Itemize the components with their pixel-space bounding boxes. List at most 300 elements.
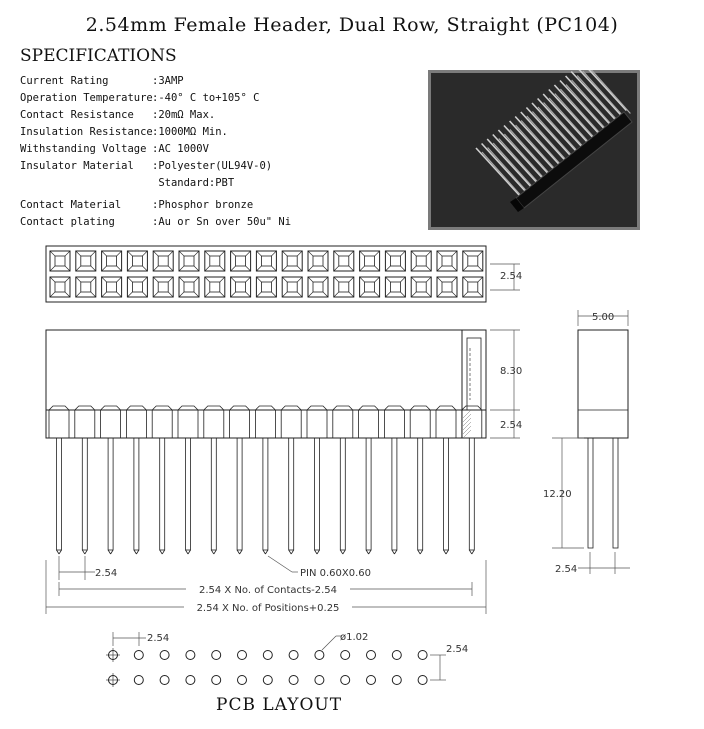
pin-tip xyxy=(366,550,369,554)
socket-inner xyxy=(365,256,375,266)
pcb-hole xyxy=(186,676,195,685)
socket-bevel xyxy=(282,292,287,297)
socket-bevel xyxy=(153,251,158,256)
socket-bevel xyxy=(375,277,380,282)
socket-bevel xyxy=(323,266,328,271)
pin xyxy=(469,438,474,550)
base-notch xyxy=(178,406,198,438)
pin xyxy=(108,438,113,550)
base-notch xyxy=(255,406,275,438)
dim-contacts: 2.54 X No. of Contacts-2.54 xyxy=(198,585,338,596)
dim-body-height: 8.30 xyxy=(500,366,523,377)
socket-bevel xyxy=(411,292,416,297)
base-notch xyxy=(101,406,121,438)
socket-bevel xyxy=(142,292,147,297)
socket-bevel xyxy=(168,277,173,282)
socket-bevel xyxy=(50,292,55,297)
socket-bevel xyxy=(349,266,354,271)
socket-bevel xyxy=(334,292,339,297)
socket-bevel xyxy=(437,266,442,271)
socket-inner xyxy=(468,282,478,292)
socket-inner xyxy=(339,256,349,266)
pcb-hole xyxy=(418,676,427,685)
socket-bevel xyxy=(153,277,158,282)
socket-bevel xyxy=(282,266,287,271)
socket-inner xyxy=(442,256,452,266)
hatch xyxy=(463,410,471,418)
dim-top-pitch: 2.54 xyxy=(500,271,523,282)
top-view xyxy=(46,246,486,302)
socket-inner xyxy=(81,256,91,266)
socket-bevel xyxy=(400,277,405,282)
spec-key: Contact Resistance xyxy=(20,109,134,121)
pin-tip xyxy=(136,550,139,554)
pin-tip xyxy=(265,550,268,554)
spec-key: Contact Material xyxy=(20,199,122,211)
pin-tip xyxy=(394,550,397,554)
socket-bevel xyxy=(385,292,390,297)
top-view-outline xyxy=(46,246,486,302)
socket-bevel xyxy=(65,292,70,297)
pcb-hole xyxy=(315,651,324,660)
pin-tip xyxy=(188,550,191,554)
dim-side-pin-pitch: 2.54 xyxy=(555,564,578,575)
socket-bevel xyxy=(297,266,302,271)
socket-bevel xyxy=(375,251,380,256)
socket-bevel xyxy=(76,266,81,271)
socket-bevel xyxy=(102,277,107,282)
spec-value: 1000MΩ Min. xyxy=(158,126,228,138)
pin-tip xyxy=(291,550,294,554)
socket-bevel xyxy=(127,292,132,297)
pcb-hole xyxy=(263,676,272,685)
socket-bevel xyxy=(50,277,55,282)
socket-bevel xyxy=(91,266,96,271)
pcb-hole xyxy=(367,676,376,685)
base-notch xyxy=(307,406,327,438)
body-outline xyxy=(46,330,486,410)
socket-bevel xyxy=(91,251,96,256)
socket-bevel xyxy=(117,251,122,256)
socket-bevel xyxy=(385,277,390,282)
pcb-hole xyxy=(418,651,427,660)
socket-bevel xyxy=(50,251,55,256)
socket-bevel xyxy=(297,251,302,256)
side-view xyxy=(578,330,628,548)
socket-bevel xyxy=(437,277,442,282)
dim-positions: 2.54 X No. of Positions+0.25 xyxy=(196,603,340,614)
pcb-hole xyxy=(392,651,401,660)
socket-bevel xyxy=(194,277,199,282)
pin xyxy=(366,438,371,550)
pin-tip xyxy=(160,550,163,554)
socket-bevel xyxy=(246,292,251,297)
spec-sep: : xyxy=(152,216,159,228)
socket-bevel xyxy=(360,292,365,297)
dim-pcb-row-pitch: 2.54 xyxy=(446,644,469,655)
socket-bevel xyxy=(142,266,147,271)
socket-bevel xyxy=(231,251,236,256)
socket-bevel xyxy=(194,266,199,271)
socket-bevel xyxy=(297,292,302,297)
pin xyxy=(444,438,449,550)
socket-bevel xyxy=(205,277,210,282)
socket-bevel xyxy=(426,277,431,282)
socket-bevel xyxy=(400,251,405,256)
hatch xyxy=(463,426,471,434)
hatch xyxy=(463,422,471,430)
pin xyxy=(340,438,345,550)
socket-bevel xyxy=(375,266,380,271)
pcb-hole xyxy=(341,676,350,685)
socket-bevel xyxy=(478,277,483,282)
pcb-hole xyxy=(238,676,247,685)
socket-bevel xyxy=(334,277,339,282)
pin xyxy=(289,438,294,550)
pcb-hole xyxy=(392,676,401,685)
socket-bevel xyxy=(168,251,173,256)
pin xyxy=(82,438,87,550)
socket-bevel xyxy=(323,292,328,297)
socket-bevel xyxy=(231,292,236,297)
pin-tip xyxy=(57,550,60,554)
socket-bevel xyxy=(220,266,225,271)
socket-inner xyxy=(81,282,91,292)
pin-tip xyxy=(317,550,320,554)
socket-bevel xyxy=(452,251,457,256)
pcb-hole xyxy=(160,676,169,685)
socket-inner xyxy=(55,256,65,266)
socket-bevel xyxy=(334,251,339,256)
dim-hole-dia: ø1.02 xyxy=(340,632,369,643)
spec-value: AC 1000V xyxy=(158,143,209,155)
socket-inner xyxy=(416,282,426,292)
socket-inner xyxy=(442,282,452,292)
dim-line xyxy=(268,556,292,572)
socket-bevel xyxy=(308,292,313,297)
socket-bevel xyxy=(411,277,416,282)
spec-key: Insulation Resistance xyxy=(20,126,153,138)
socket-bevel xyxy=(308,266,313,271)
pin xyxy=(186,438,191,550)
socket-bevel xyxy=(231,266,236,271)
socket-bevel xyxy=(297,277,302,282)
base-notch xyxy=(462,406,482,438)
spec-sep: : xyxy=(152,126,159,138)
pin-tip xyxy=(211,550,214,554)
pin xyxy=(263,438,268,550)
socket-inner xyxy=(55,282,65,292)
pin-tip xyxy=(263,550,266,554)
base-notch xyxy=(75,406,95,438)
spec-sep: : xyxy=(152,160,159,172)
socket-bevel xyxy=(463,277,468,282)
socket-bevel xyxy=(426,292,431,297)
pin-tip xyxy=(162,550,165,554)
pin-tip xyxy=(369,550,372,554)
side-pin xyxy=(613,438,618,548)
pin-tip xyxy=(82,550,85,554)
hatch xyxy=(463,414,471,422)
socket-bevel xyxy=(65,277,70,282)
socket-bevel xyxy=(323,277,328,282)
socket-bevel xyxy=(256,251,261,256)
section-contact xyxy=(467,338,481,410)
spec-value: Standard:PBT xyxy=(158,177,235,189)
spec-key: Contact plating xyxy=(20,216,115,228)
socket-inner xyxy=(313,282,323,292)
pcb-hole xyxy=(160,651,169,660)
dim-pin-length: 12.20 xyxy=(543,489,572,500)
socket-bevel xyxy=(65,266,70,271)
pcb-hole xyxy=(212,676,221,685)
socket-bevel xyxy=(168,266,173,271)
side-body xyxy=(578,330,628,438)
spec-key: Insulator Material xyxy=(20,160,134,172)
pin-tip xyxy=(420,550,423,554)
socket-inner xyxy=(390,282,400,292)
socket-inner xyxy=(107,256,117,266)
pcb-hole xyxy=(315,676,324,685)
socket-bevel xyxy=(246,251,251,256)
pin-tip xyxy=(343,550,346,554)
socket-bevel xyxy=(282,277,287,282)
socket-inner xyxy=(184,256,194,266)
pin-tip xyxy=(472,550,475,554)
pin-tip xyxy=(186,550,189,554)
socket-bevel xyxy=(127,266,132,271)
socket-bevel xyxy=(271,292,276,297)
pcb-hole xyxy=(134,651,143,660)
base-notch xyxy=(333,406,353,438)
base-notch xyxy=(281,406,301,438)
socket-bevel xyxy=(153,292,158,297)
socket-bevel xyxy=(426,266,431,271)
page-title: 2.54mm Female Header, Dual Row, Straight (PC104) xyxy=(85,14,619,36)
pin xyxy=(160,438,165,550)
pin-tip xyxy=(108,550,111,554)
pin-tip xyxy=(340,550,343,554)
pcb-hole xyxy=(134,676,143,685)
spec-value: 20mΩ Max. xyxy=(158,109,216,121)
socket-bevel xyxy=(142,277,147,282)
pcb-hole xyxy=(367,651,376,660)
socket-bevel xyxy=(194,292,199,297)
dim-pcb-pitch: 2.54 xyxy=(147,633,170,644)
spec-key: Withstanding Voltage xyxy=(20,143,147,155)
socket-inner xyxy=(287,282,297,292)
socket-inner xyxy=(416,256,426,266)
socket-bevel xyxy=(220,292,225,297)
socket-inner xyxy=(365,282,375,292)
socket-bevel xyxy=(194,251,199,256)
pin-tip xyxy=(214,550,217,554)
base-notch xyxy=(49,406,69,438)
socket-inner xyxy=(210,282,220,292)
dim-pin-size: PIN 0.60X0.60 xyxy=(300,568,372,579)
socket-bevel xyxy=(50,266,55,271)
socket-bevel xyxy=(437,251,442,256)
socket-bevel xyxy=(91,292,96,297)
socket-bevel xyxy=(117,277,122,282)
pcb-hole xyxy=(238,651,247,660)
spec-value: 3AMP xyxy=(158,75,184,87)
spec-value: -40° C to+105° C xyxy=(158,92,260,104)
pin-tip xyxy=(85,550,88,554)
pin-tip xyxy=(469,550,472,554)
socket-bevel xyxy=(308,251,313,256)
socket-inner xyxy=(132,256,142,266)
socket-inner xyxy=(210,256,220,266)
socket-bevel xyxy=(282,251,287,256)
socket-inner xyxy=(261,282,271,292)
spec-sep: : xyxy=(152,92,159,104)
pin xyxy=(392,438,397,550)
dim-line xyxy=(322,636,336,650)
pin xyxy=(237,438,242,550)
socket-inner xyxy=(287,256,297,266)
socket-inner xyxy=(261,256,271,266)
base-notch xyxy=(126,406,146,438)
pcb-layout xyxy=(106,648,427,687)
socket-bevel xyxy=(478,292,483,297)
pin xyxy=(418,438,423,550)
socket-bevel xyxy=(400,266,405,271)
pin-tip xyxy=(289,550,292,554)
socket-inner xyxy=(390,256,400,266)
socket-bevel xyxy=(360,251,365,256)
pin-tip xyxy=(418,550,421,554)
socket-bevel xyxy=(256,292,261,297)
socket-bevel xyxy=(452,277,457,282)
spec-sep: : xyxy=(152,143,159,155)
socket-bevel xyxy=(271,251,276,256)
socket-bevel xyxy=(220,277,225,282)
socket-bevel xyxy=(231,277,236,282)
socket-inner xyxy=(158,256,168,266)
pin-tip xyxy=(240,550,243,554)
pin-tip xyxy=(111,550,114,554)
socket-bevel xyxy=(323,251,328,256)
spec-heading: SPECIFICATIONS xyxy=(20,46,177,66)
socket-bevel xyxy=(400,292,405,297)
socket-bevel xyxy=(76,251,81,256)
pin xyxy=(211,438,216,550)
pcb-hole xyxy=(341,651,350,660)
socket-bevel xyxy=(256,266,261,271)
socket-bevel xyxy=(411,251,416,256)
socket-inner xyxy=(158,282,168,292)
socket-inner xyxy=(236,282,246,292)
socket-inner xyxy=(339,282,349,292)
socket-bevel xyxy=(102,292,107,297)
spec-value: Au or Sn over 50u" Ni xyxy=(158,216,292,228)
pin-tip xyxy=(237,550,240,554)
spec-sep: : xyxy=(152,199,159,211)
base-outline xyxy=(46,410,486,438)
socket-bevel xyxy=(179,266,184,271)
front-view xyxy=(46,330,486,554)
socket-inner xyxy=(132,282,142,292)
socket-bevel xyxy=(127,277,132,282)
socket-bevel xyxy=(385,251,390,256)
spec-key: Operation Temperature xyxy=(20,92,153,104)
spec-key: Current Rating xyxy=(20,75,109,87)
socket-bevel xyxy=(463,292,468,297)
socket-bevel xyxy=(437,292,442,297)
socket-inner xyxy=(184,282,194,292)
socket-bevel xyxy=(168,292,173,297)
base-notch xyxy=(436,406,456,438)
pin xyxy=(315,438,320,550)
socket-bevel xyxy=(452,266,457,271)
socket-bevel xyxy=(246,277,251,282)
socket-bevel xyxy=(463,251,468,256)
socket-bevel xyxy=(411,266,416,271)
base-notch xyxy=(359,406,379,438)
spec-sep: : xyxy=(152,75,159,87)
pcb-hole xyxy=(263,651,272,660)
socket-bevel xyxy=(349,292,354,297)
socket-bevel xyxy=(478,251,483,256)
socket-bevel xyxy=(142,251,147,256)
socket-bevel xyxy=(375,292,380,297)
base-notch xyxy=(384,406,404,438)
spec-value: Polyester(UL94V-0) xyxy=(158,160,273,172)
socket-bevel xyxy=(385,266,390,271)
socket-inner xyxy=(107,282,117,292)
pin-tip xyxy=(315,550,318,554)
socket-bevel xyxy=(179,277,184,282)
socket-bevel xyxy=(360,266,365,271)
socket-inner xyxy=(313,256,323,266)
spec-value: Phosphor bronze xyxy=(158,199,254,211)
pin-tip xyxy=(444,550,447,554)
socket-bevel xyxy=(205,292,210,297)
socket-bevel xyxy=(463,266,468,271)
pcb-layout-label: PCB LAYOUT xyxy=(216,695,343,715)
pcb-hole xyxy=(289,651,298,660)
socket-bevel xyxy=(271,266,276,271)
socket-bevel xyxy=(91,277,96,282)
spec-sep: : xyxy=(152,109,159,121)
socket-bevel xyxy=(452,292,457,297)
pcb-hole xyxy=(212,651,221,660)
socket-bevel xyxy=(102,266,107,271)
base-notch xyxy=(152,406,172,438)
socket-bevel xyxy=(117,292,122,297)
pcb-hole xyxy=(289,676,298,685)
socket-bevel xyxy=(426,251,431,256)
socket-bevel xyxy=(117,266,122,271)
socket-bevel xyxy=(127,251,132,256)
socket-bevel xyxy=(271,277,276,282)
pin xyxy=(57,438,62,550)
dim-pitch: 2.54 xyxy=(95,568,118,579)
base-notch xyxy=(204,406,224,438)
socket-bevel xyxy=(349,251,354,256)
socket-bevel xyxy=(76,292,81,297)
socket-bevel xyxy=(65,251,70,256)
dim-side-width: 5.00 xyxy=(592,312,615,323)
dim-base-height: 2.54 xyxy=(500,420,523,431)
socket-bevel xyxy=(205,251,210,256)
socket-bevel xyxy=(478,266,483,271)
socket-bevel xyxy=(179,251,184,256)
socket-bevel xyxy=(256,277,261,282)
pcb-hole xyxy=(186,651,195,660)
base-notch xyxy=(230,406,250,438)
